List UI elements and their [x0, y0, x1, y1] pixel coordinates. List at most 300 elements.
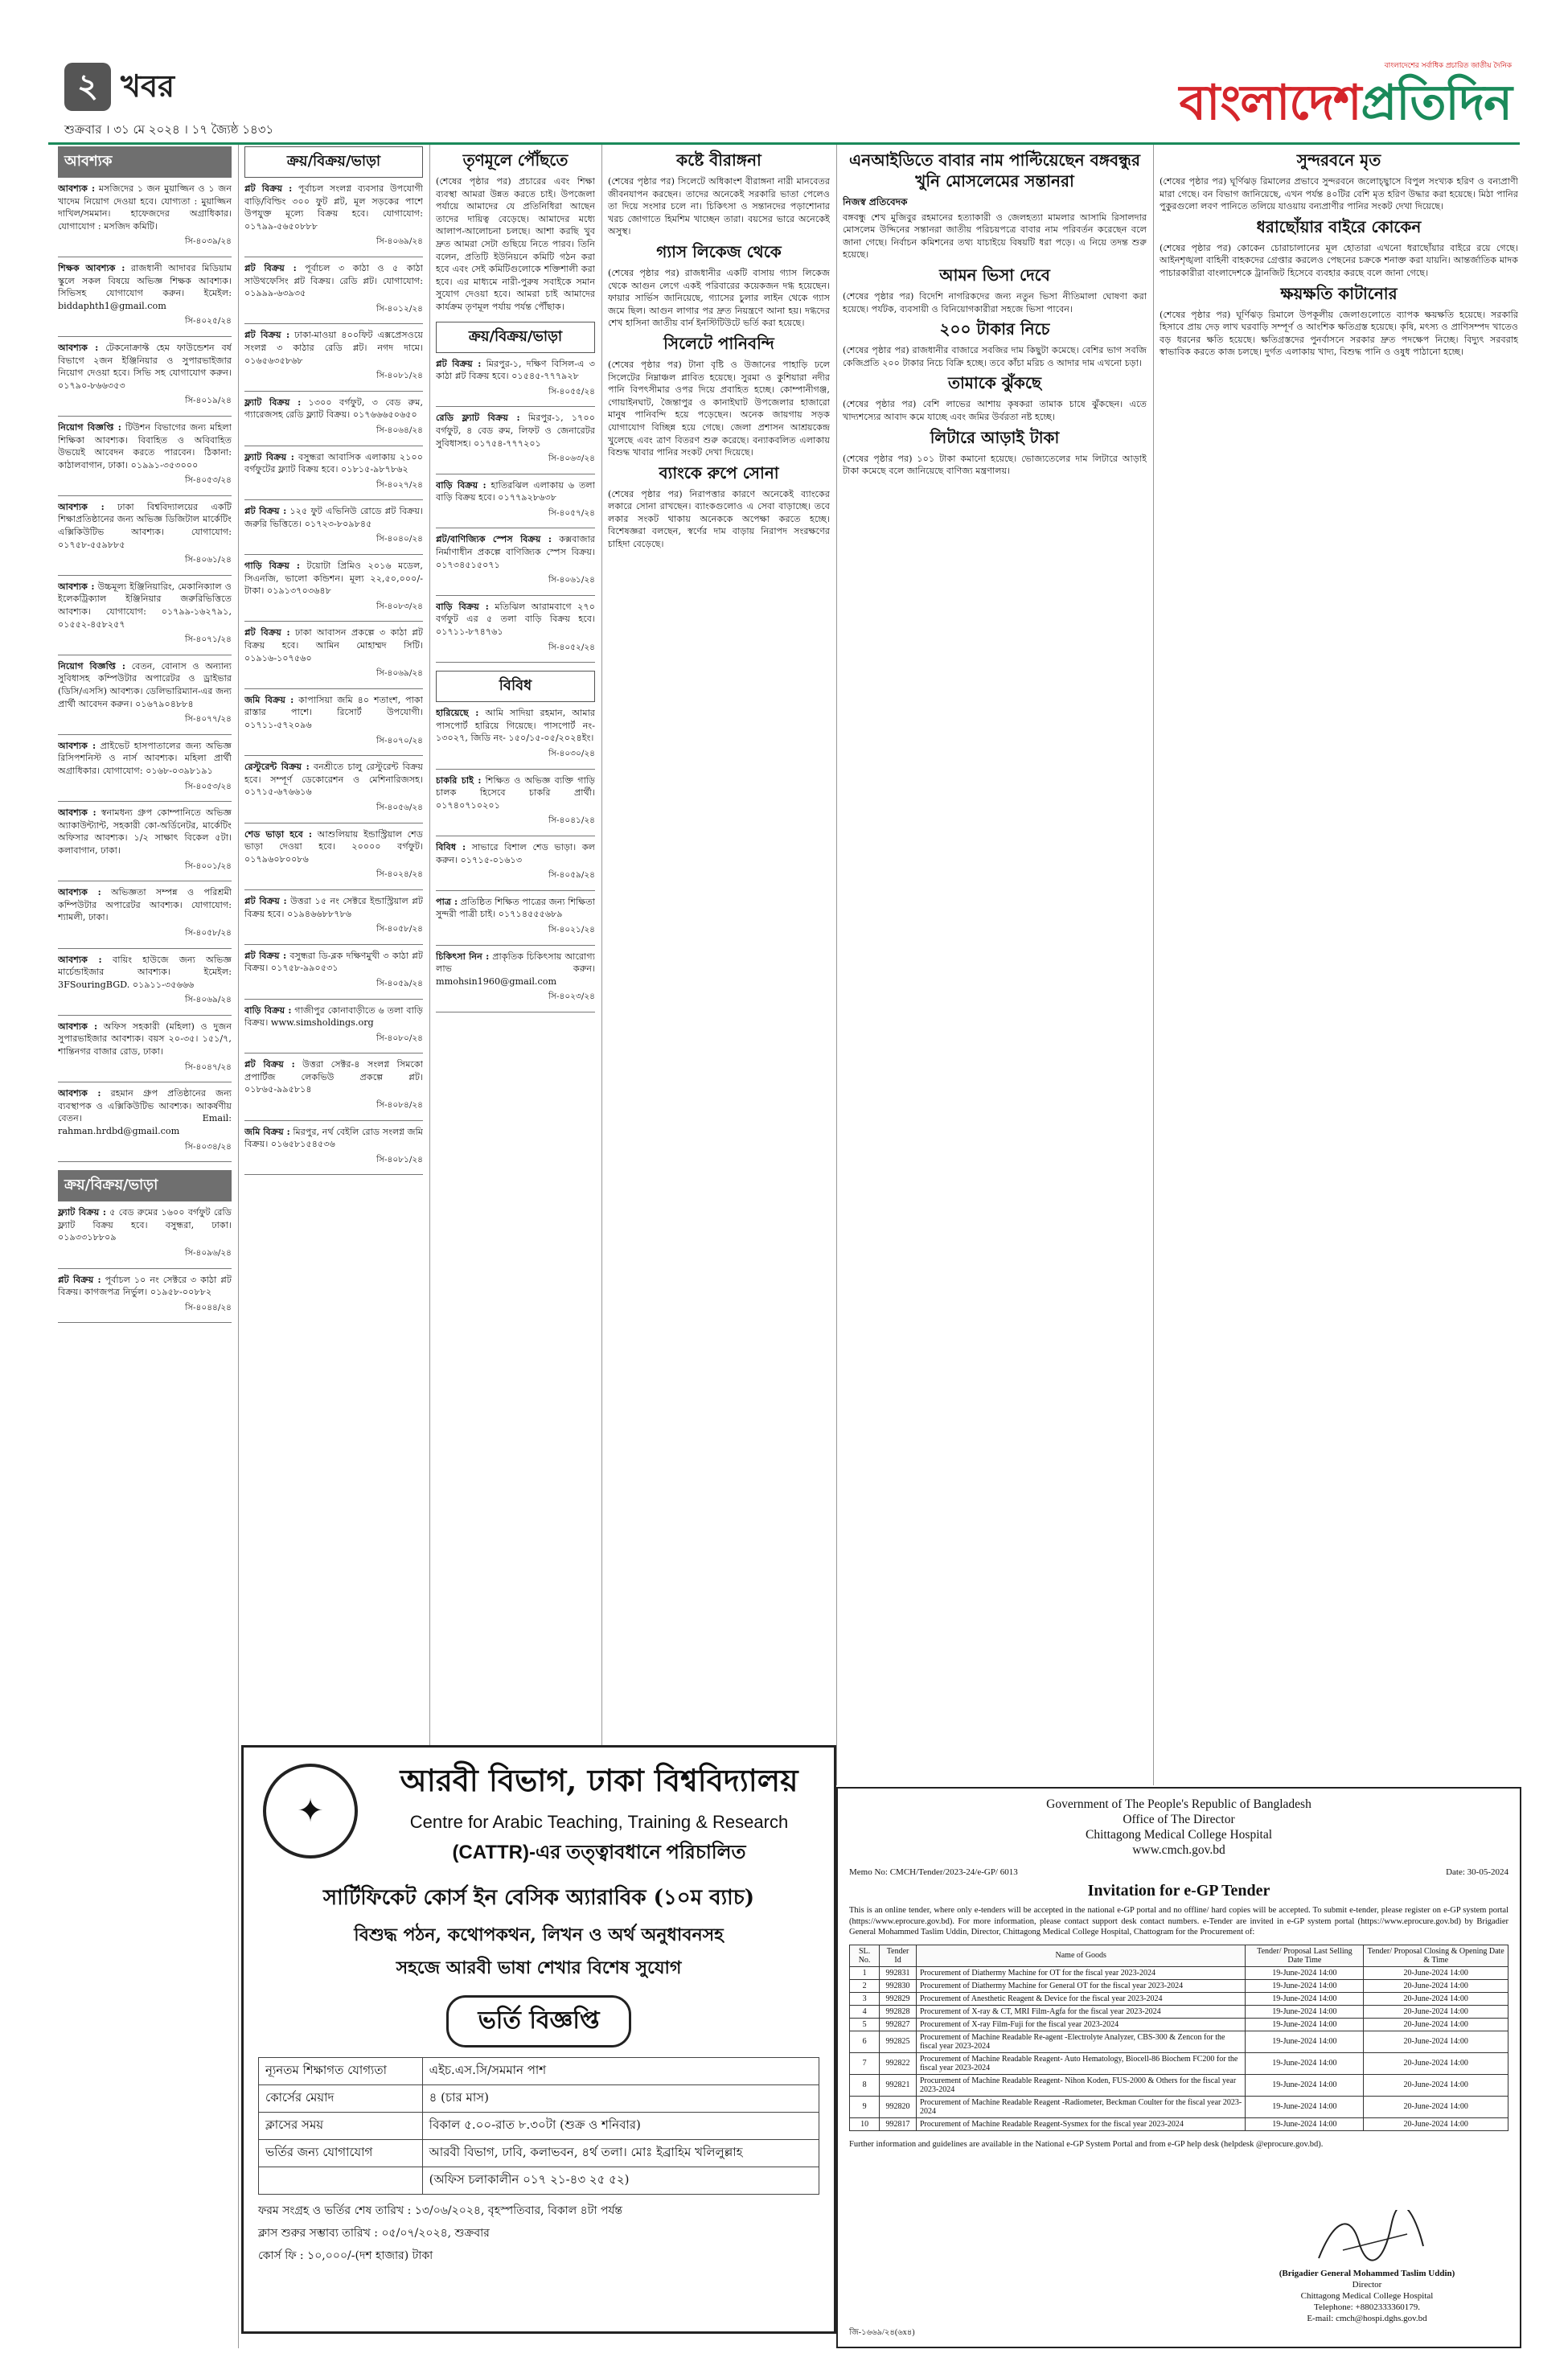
ad-body: পূর্বাচল ১০ নং সেক্টরে ৩ কাঠা প্লট বিক্রয়। কাগজপত্র নির্ভুল। ০১৯৫৮-০০৮৮২ — [58, 1274, 232, 1298]
ad-code: সি-৪০১২/২৪ — [376, 303, 423, 314]
news-column-3 — [436, 146, 595, 1743]
ad-text — [58, 1087, 232, 1137]
ad-code: সি-৪০২১/২৪ — [548, 924, 595, 934]
table-cell: 19-June-2024 14:00 — [1246, 2005, 1364, 2018]
ad-body: মসজিদের ১ জন মুয়াজ্জিন ও ১ জন খাদেম নিয়োগ দেওয়া হবে। যোগ্যতা : মুয়াজ্জিন দাখিল/সমমান। হাফেজদের অগ্রাধিকার। যোগাযোগ : মসজিদ কমিটি। — [58, 183, 232, 232]
info-row — [259, 2058, 819, 2085]
ad-text — [244, 828, 423, 866]
ad-body: ঢাকা-মাওয়া ৪০০ফিট এক্সপ্রেসওয়ে সংলগ্ন ৩ কাঠার রেডি প্লট। নগদ দামে। ০১৬৫৬৩৫৮৬৮ — [244, 330, 423, 366]
table-row — [850, 2018, 1508, 2031]
info-label — [259, 2167, 423, 2195]
classified-ad[interactable] — [58, 342, 232, 417]
article-body: বঙ্গবন্ধু শেখ মুজিবুর রহমানের হত্যাকারী ও জেলহত্যা মামলার আসামি রিসালদার মোসলেম উদ্দিনের সন্তানরা জাতীয় পরিচয়পত্রে বাবার নাম পরিবর্তন করেছেন বলে জানা গেছে। নির্বাচন কমিশনের তথ্য যাচাইয়ে বিষয়টি ধরা পড়ে। এ নিয়ে তদন্ত শুরু হয়েছে। — [843, 212, 1147, 261]
ad-text — [58, 740, 232, 778]
info-row — [259, 2113, 819, 2140]
ad-lead: আবশ্যক : — [58, 1020, 98, 1032]
info-row — [259, 2167, 819, 2195]
ad-text — [244, 505, 423, 530]
table-cell: 20-June-2024 14:00 — [1364, 2052, 1508, 2074]
university-seal-icon: ✦ — [263, 1764, 358, 1859]
article-body: (শেষের পৃষ্ঠার পর) সিলেটে অধিকাংশ বীরাঙ্গনা নারী মানবেতর জীবনযাপন করছেন। তাদের অনেকেই সরকারি ভাতা পেলেও তা দিয়ে সংসার চলে না। চিকিৎসা ও সন্তানদের পড়াশোনার খরচ জোগাতে হিমশিম খাচ্ছেন তারা। বয়সের ভারে অনেকেই অসুস্থ। — [608, 176, 830, 237]
ad-code: সি-৪০৩০/২৪ — [548, 749, 595, 758]
table-cell: 20-June-2024 14:00 — [1364, 2096, 1508, 2117]
ad-body: গাজীপুর কোনাবাড়ীতে ৬ তলা বাড়ি বিক্রয়। www.simsholdings.org — [244, 1004, 423, 1029]
ad-text — [58, 1274, 232, 1299]
ad-code: সি-৪০৫৭/২৪ — [548, 507, 595, 518]
ad-text — [244, 560, 423, 598]
article-headline[interactable]: তামাকে ঝুঁকছে — [948, 373, 1041, 393]
ad-code: সি-৪০৬৪/২৪ — [376, 425, 423, 435]
ad-lead: বাড়ি বিক্রয় : — [436, 600, 489, 612]
classified-ad[interactable] — [58, 886, 232, 948]
date-label: ফরম সংগ্রহ ও ভর্তির শেষ তারিখ — [258, 2204, 404, 2217]
ad-lead: রেস্টুরেন্ট বিক্রয় : — [244, 761, 310, 773]
article-headline[interactable]: তৃণমূলে পৌঁছতে — [462, 150, 569, 170]
table-cell: Procurement of X-ray Film-Fuji for the fiscal year 2023-2024 — [916, 2018, 1246, 2031]
ad-text — [244, 329, 423, 367]
date-value: ১৩/০৬/২০২৪, বৃহস্পতিবার, বিকাল ৪টা পর্যন্ত — [414, 2204, 623, 2217]
classified-ad[interactable] — [244, 1058, 423, 1120]
ad-text — [58, 581, 232, 630]
ad-code: সি-৪০৩৯/২৪ — [185, 236, 232, 247]
ad-text — [58, 183, 232, 232]
article-headline[interactable]: আমন ভিসা দেবে — [939, 265, 1050, 285]
ad-body: রহমান গ্রুপ প্রতিষ্ঠানের জন্য ব্যবস্থাপক ও এক্সিকিউটিভ আবশ্যক। আকর্ষণীয় বেতন। Email: rahman.hrdbd@gmail.com — [58, 1088, 232, 1137]
ad-lead: প্লট বিক্রয় : — [244, 949, 287, 961]
ad-body: টেকনোক্রাফ্ট হেম ফাউন্ডেশন বর্ষ বিভাগে ২জন ইঞ্জিনিয়ার ও সুপারভাইজার নিয়োগ দেওয়া হবে। সিভি সহ যোগাযোগ করুন। ০১৭৯০-৮৬৬৩৫৩ — [58, 342, 232, 391]
table-cell: 19-June-2024 14:00 — [1246, 1992, 1364, 2005]
ad-body: ৫ বেড রুমের ১৬০০ বর্গফুট রেডি ফ্ল্যাট বিক্রয় হবে। বসুন্ধরা, ঢাকা। ০১৯৩৩১৮৮০৯ — [58, 1207, 232, 1243]
ad-text — [244, 1058, 423, 1096]
signatory-email[interactable]: E-mail: cmch@hospi.dghs.gov.bd — [1307, 2314, 1427, 2323]
ad-body: টয়োটা প্রিমিও ২০১৬ মডেল, সিএনজি, ভালো কন্ডিশন। মূল্য ২২,৫০,০০০/- টাকা। ০১৯১৩৭০৩৬৪৮ — [244, 561, 423, 597]
ad-subtitle: (CATTR)-এর তত্ত্বাবধানে পরিচালিত — [452, 1842, 746, 1863]
table-cell: Procurement of Machine Readable Re-agent -Electrolyte Analyzer, CBS-300 & Zencon for the fiscal year 2023-2024 — [916, 2031, 1246, 2052]
ad-text — [244, 761, 423, 799]
ad-lead: বিবিধ : — [436, 840, 466, 852]
signatory-org: Chittagong Medical College Hospital — [1300, 2291, 1434, 2301]
table-cell: 20-June-2024 14:00 — [1364, 2005, 1508, 2018]
info-label: ক্লাসের সময় — [259, 2113, 423, 2140]
ad-text — [436, 358, 595, 383]
category-header: বিবিধ — [436, 671, 595, 702]
table-cell: 7 — [850, 2052, 880, 2074]
ad-title: আরবী বিভাগ, ঢাকা বিশ্ববিদ্যালয় — [400, 1762, 798, 1798]
column-rule — [1153, 145, 1154, 1785]
table-cell: 10 — [850, 2117, 880, 2130]
ad-lead: শেড ভাড়া হবে : — [244, 828, 313, 840]
article-body: (শেষের পৃষ্ঠার পর) ঘূর্ণিঝড় রিমালের প্রভাবে সুন্দরবনে জলোচ্ছ্বাসে বিপুল সংখ্যক হরিণ ও বন্যপ্রাণী মারা গেছে। বন বিভাগ জানিয়েছে, এখন পর্যন্ত ৪০টির বেশি মৃত হরিণ উদ্ধার করা হয়েছে। মিঠা পানির পুকুরগুলো লবণ পানিতে তলিয়ে যাওয়ায় বন্যপ্রাণীর পানির সংকট দেখা দিয়েছে। — [1160, 176, 1518, 212]
table-row — [850, 2096, 1508, 2117]
ad-body: বায়িং হাউজে জন্য অভিজ্ঞ মার্চেন্ডাইজার আবশ্যক। ইমেইল: 3FSouringBGD. ০১৯১১-৩৫৬৬৬ — [58, 954, 232, 990]
news-column-6 — [1160, 146, 1518, 1779]
ad-text — [436, 601, 595, 639]
ad-code: সি-৪০৬৩/২৪ — [548, 454, 595, 464]
ad-tagline: সহজে আরবী ভাষা শেখার বিশেষ সুযোগ — [396, 1957, 682, 1978]
date-row: ফরম সংগ্রহ ও ভর্তির শেষ তারিখ : ১৩/০৬/২০২৪, বৃহস্পতিবার, বিকাল ৪টা পর্যন্ত — [258, 2204, 623, 2217]
ad-lead: আবশ্যক : — [58, 807, 96, 819]
ad-text — [58, 660, 232, 710]
ad-text — [58, 1206, 232, 1244]
ad-code: সি-৪০৮১/২৪ — [376, 371, 423, 381]
ad-body: মিরপুর, নর্থ বেইলি রোড সংলগ্ন জমি বিক্রয়। ০১৬৫৮১৫৪৫৩৬ — [244, 1126, 423, 1150]
column-header: Tender Id — [880, 1945, 917, 1966]
date-value: ১০,০০০/-(দশ হাজার) টাকা — [307, 2249, 433, 2262]
memo-line — [849, 1867, 1508, 1877]
logo-part-2: প্রতিদিন — [1361, 75, 1512, 131]
classified-ad[interactable] — [244, 329, 423, 391]
table-cell: 992825 — [880, 2031, 917, 2052]
ad-code: সি-৪০৫৮/২৪ — [376, 924, 423, 934]
ad-lead: আবশ্যক : — [58, 500, 105, 512]
classified-ad[interactable] — [244, 183, 423, 257]
classified-ad[interactable] — [58, 1021, 232, 1082]
ad-text — [244, 1126, 423, 1151]
classified-ad[interactable] — [58, 807, 232, 881]
ad-body: পূর্বাচল ৩ কাঠা ও ৫ কাঠা সাউথফেসিং প্লট বিক্রয়। রেডি প্লট। যোগাযোগ: ০১৯৯৯-৬৩৯৩৫ — [244, 262, 423, 299]
table-cell: 992821 — [880, 2074, 917, 2096]
classified-ad[interactable] — [58, 1274, 232, 1324]
ad-lead: গাড়ি বিক্রয় : — [244, 560, 300, 572]
ad-text — [436, 412, 595, 450]
ad-lead: চাকরি চাই : — [436, 774, 482, 786]
signatory-name: (Brigadier General Mohammed Taslim Uddin) — [1279, 2269, 1455, 2278]
table-cell: 19-June-2024 14:00 — [1246, 1979, 1364, 1992]
website-link[interactable]: www.cmch.gov.bd — [1132, 1843, 1225, 1857]
office-line: Office of The Director — [1123, 1813, 1235, 1826]
article-headline[interactable]: এনআইডিতে বাবার নাম পাল্টিয়েছেন বঙ্গবন্ধুর খুনি মোসলেমের সন্তানরা — [849, 150, 1140, 191]
ad-body: অফিস সহকারী (মহিলা) ও দুজন সুপারভাইজার আবশ্যক। বয়স ২০-৩৫। ১৫১/৭, শান্তিনগর বাজার রোড, ঢাকা। — [58, 1021, 232, 1058]
info-value: আরবী বিভাগ, ঢাবি, কলাভবন, ৪র্থ তলা। মোঃ ইব্রাহিম খলিলুল্লাহ — [422, 2140, 819, 2167]
table-row — [850, 2117, 1508, 2130]
ad-lead: আবশ্যক : — [58, 739, 96, 751]
ad-title-english: Centre for Arabic Teaching, Training & Research — [409, 1812, 789, 1832]
ad-lead: প্লট বিক্রয় : — [58, 1273, 101, 1285]
ad-lead: ফ্ল্যাট বিক্রয় : — [244, 396, 302, 408]
ad-lead: আবশ্যক : — [58, 341, 99, 353]
classified-list — [58, 183, 232, 1162]
table-cell: 992831 — [880, 1966, 917, 1979]
ad-body: আশুলিয়ায় ইন্ডাস্ট্রিয়াল শেড ভাড়া দেওয়া হবে। ২০০০০ বর্গফুট। ০১৭৯৬০৮০০৮৬ — [244, 828, 423, 865]
ad-code: সি-৪০৭০/২৪ — [376, 735, 423, 745]
article-body: (শেষের পৃষ্ঠার পর) প্রচারের এবং শিক্ষা ব্যবস্থা আমরা উন্নত করতে চাই। উপজেলা পর্যায়ে আমাদের যে প্রতিনিধিরা আছেন তাদের দায়িত্ব বেড়েছে। আমাদের মধ্যে আলাপ-আলোচনা চলছে। আশা করছি খুব দ্রুত আমরা সেটা গুছিয়ে নিতে পারব। তিনি বলেন, প্রতিটি ইউনিয়নে কমিটি গঠন করা হবে এবং সেই কমিটিগুলোকে শক্তিশালী করা হবে। এর মাধ্যমে নারী-পুরুষ সবাইকে সমান সুযোগ দেওয়া হবে। আমরা চাই আমাদের কার্যক্রম তৃণমূল পর্যায় পর্যন্ত পৌঁছাক। — [436, 176, 595, 312]
table-row — [850, 2052, 1508, 2074]
ad-body: উচ্চমূল্য ইঞ্জিনিয়ারিং, মেকানিক্যাল ও ইলেকট্রিক্যাল ইঞ্জিনিয়ার জরুরিভিত্তিতে আবশ্যক। যোগাযোগ: ০১৭৯৯-১৬২৭৯১, ০১৫৫২-৪৫৮২৫৭ — [58, 581, 232, 630]
ad-body: কাপাসিয়া জমি ৪০ শতাংশ, পাকা রাস্তার পাশে। রিসোর্ট উপযোগী। ০১৭১১-৫৭২০৯৬ — [244, 694, 423, 730]
ad-code: সি-৪০২৩/২৪ — [548, 992, 595, 1002]
article-headline[interactable]: সিলেটে পানিবন্দি — [663, 333, 774, 353]
table-cell: 20-June-2024 14:00 — [1364, 1979, 1508, 1992]
article-headline[interactable]: ব্যাংকে রুপে সোনা — [659, 462, 779, 483]
table-cell: Procurement of Anesthetic Reagent & Device for the fiscal year 2023-2024 — [916, 1992, 1246, 2005]
ad-lead: প্লট বিক্রয় : — [436, 357, 482, 369]
article-body: (শেষের পৃষ্ঠার পর) নিরাপত্তার কারণে অনেকেই ব্যাংকের লকারে সোনা রাখছেন। ব্যাংকগুলোও এ সেবা বাড়াচ্ছে। তবে লকার সংকট থাকায় অনেককে অপেক্ষা করতে হচ্ছে। বিশেষজ্ঞরা বলছেন, স্বর্ণের দাম বাড়ায় নিরাপদ সংরক্ষণের চাহিদা বেড়েছে। — [608, 488, 830, 550]
classified-ad[interactable] — [244, 626, 423, 688]
classified-ad[interactable] — [244, 761, 423, 823]
ad-code: সি-৪০৪৭/২৪ — [185, 1062, 232, 1072]
classified-list — [244, 183, 423, 1175]
ad-text — [244, 451, 423, 476]
article-body: (শেষের পৃষ্ঠার পর) বিদেশি নাগরিকদের জন্য নতুন ভিসা নীতিমালা ঘোষণা করা হয়েছে। পর্যটক, ব্যবসায়ী ও বিনিয়োগকারীরা সহজে ভিসা পাবেন। — [843, 290, 1147, 314]
ad-body: বনশ্রীতে চালু রেস্টুরেন্ট বিক্রয় হবে। সম্পূর্ণ ডেকোরেশন ও মেশিনারিজসহ। ০১৭১৫-৬৭৬৬১৬ — [244, 762, 423, 798]
article-headline[interactable]: সুন্দরবনে মৃত — [1296, 150, 1381, 170]
classified-ad[interactable] — [436, 774, 595, 836]
ad-code: সি-৪০২৭/২৪ — [376, 479, 423, 490]
classified-ad[interactable] — [244, 396, 423, 446]
article-headline[interactable]: লিটারে আড়াই টাকা — [930, 427, 1060, 447]
info-value: (অফিস চলাকালীন ০১৭ ২১-৪৩ ২৫ ৫২) — [422, 2167, 819, 2195]
classified-ad[interactable] — [436, 358, 595, 408]
org-line: Chittagong Medical College Hospital — [1085, 1828, 1273, 1842]
ad-lead: চিকিৎসা নিন : — [436, 950, 490, 962]
ad-body: পূর্বাচল সংলগ্ন ব্যবসার উপযোগী বাড়ি/বিল্ডিং ৩০০ ফুট প্লট, মূল সড়কের পাশে উপযুক্ত মূল্যে বিক্রয় হবে। যোগাযোগ: ০১৭৯৯-৫৬৫০৮৮৮ — [244, 183, 423, 232]
ad-body: অভিজ্ঞতা সম্পন্ন ও পরিশ্রমী কম্পিউটার অপারেটর আবশ্যক। যোগাযোগ: শ্যামলী, ঢাকা। — [58, 887, 232, 923]
ad-text — [436, 479, 595, 504]
ad-lead: প্লট বিক্রয় : — [244, 1058, 295, 1070]
admission-badge: ভর্তি বিজ্ঞপ্তি — [446, 1995, 631, 2047]
classified-ad[interactable] — [244, 828, 423, 890]
gov-line: Government of The People's Republic of Bangladesh — [1046, 1797, 1311, 1811]
ad-text — [58, 501, 232, 551]
ad-body: মিরপুর-১, দক্ষিণ বিসিল-এ ৩ কাঠা প্লট বিক্রয় হবে। ০১৫৪৫-৭৭৭৯২৮ — [436, 358, 595, 382]
ad-body: শিক্ষিত ও অভিজ্ঞ ব্যক্তি গাড়ি চালক হিসেবে চাকরি প্রার্থী। ০১৭৪০৭১০২০১ — [436, 774, 595, 811]
table-cell: 992829 — [880, 1992, 917, 2005]
ad-body: হাতিরঝিল এলাকায় ৬ তলা বাড়ি বিক্রয় হবে। ০১৭৭৯২৮৬৩৮ — [436, 479, 595, 503]
table-row — [850, 2074, 1508, 2096]
table-cell: 20-June-2024 14:00 — [1364, 1992, 1508, 2005]
info-value: বিকাল ৫.০০-রাত ৮.৩০টা (শুক্র ও শনিবার) — [422, 2113, 819, 2140]
table-cell: 6 — [850, 2031, 880, 2052]
classified-ad[interactable] — [436, 533, 595, 595]
info-label: কোর্সের মেয়াদ — [259, 2085, 423, 2113]
ad-body: আমি সাদিয়া রহমান, আমার পাসপোর্ট হারিয়ে গিয়েছে। পাসপোর্ট নং- ১৩০২৭, জিডি নং- ১৫০/১৫-০৫/২০২৪ইং। — [436, 708, 595, 744]
info-value: এইচ.এস.সি/সমমান পাশ — [422, 2058, 819, 2085]
ad-text — [436, 896, 595, 921]
ad-body: প্রাকৃতিক চিকিৎসায় আরোগ্য লাভ করুন। mmohsin1960@gmail.com — [436, 951, 595, 987]
ad-code: সি-৪০৫৮/২৪ — [185, 927, 232, 938]
classified-ad[interactable] — [58, 262, 232, 337]
ad-text — [244, 694, 423, 732]
ad-body: বসুন্ধরা আবাসিক এলাকায় ২১০০ বর্গফুটের ফ্ল্যাট বিক্রয় হবে। ০১৮১৫-৯৮৭৮৬২ — [244, 451, 423, 475]
tender-title: Invitation for e-GP Tender — [1087, 1882, 1270, 1900]
logo-part-1: বাংলাদেশ — [1179, 75, 1361, 131]
ad-code: সি-৪০৬১/২৪ — [548, 575, 595, 585]
classified-ad[interactable] — [244, 694, 423, 756]
column-header: Tender/ Proposal Last Selling Date Time — [1246, 1945, 1364, 1966]
article-headline[interactable]: ক্ষয়ক্ষতি কাটানোর — [1280, 283, 1398, 303]
ad-body: কক্সবাজার নির্মাণাধীন প্রকল্পে বাণিজ্যিক স্পেস বিক্রয়। ০১৭৩৪৫১৫০৭১ — [436, 534, 595, 570]
article-body: (শেষের পৃষ্ঠার পর) রাজধানীর একটি বাসায় গ্যাস লিকেজ থেকে আগুন লেগে একই পরিবারের কয়েকজন দগ্ধ হয়েছেন। ফায়ার সার্ভিস জানিয়েছে, গ্যাসের চুলার লাইন থেকে গ্যাস জমে ছিল। আগুন লাগার পর দ্রুত নিয়ন্ত্রণে আনা হয়। দগ্ধদের শেখ হাসিনা জাতীয় বার্ন ইনস্টিটিউটে ভর্তি করা হয়েছে। — [608, 267, 830, 329]
classified-ad[interactable] — [58, 1206, 232, 1268]
classified-ad[interactable] — [58, 954, 232, 1016]
ad-lead: জমি বিক্রয় : — [244, 1125, 290, 1137]
course-name: সার্টিফিকেট কোর্স ইন বেসিক অ্যারাবিক (১০ম ব্যাচ) — [322, 1886, 755, 1910]
ad-code: সি-৪০৩৪/২৪ — [185, 1141, 232, 1152]
classified-ad[interactable] — [244, 950, 423, 1000]
ad-body: ১২৫ ফুট এভিনিউ রোডে প্লট বিক্রয়। জরুরি ভিত্তিতে। ০১৭২৩-৮০৯৮৪৫ — [244, 506, 423, 529]
table-cell: Procurement of Diathermy Machine for General OT for the fiscal year 2023-2024 — [916, 1979, 1246, 1992]
ad-lead: প্লট বিক্রয় : — [244, 183, 293, 194]
ad-code: সি-৪০২৪/২৪ — [376, 869, 423, 880]
table-cell: 8 — [850, 2074, 880, 2096]
article-body: (শেষের পৃষ্ঠার পর) রাজধানীর বাজারে সবজির দাম কিছুটা কমেছে। বেশির ভাগ সবজি কেজিপ্রতি ২০০ টাকার নিচে বিক্রি হচ্ছে। তবে কাঁচা মরিচ ও আদার দাম এখনো চড়া। — [843, 345, 1147, 368]
classified-ad[interactable] — [58, 421, 232, 496]
ad-code: সি-৪০৬৯/২৪ — [376, 668, 423, 679]
table-cell: Procurement of Diathermy Machine for OT for the fiscal year 2023-2024 — [916, 1966, 1246, 1979]
ad-body: স্বনামধন্য গ্রুপ কোম্পানিতে অভিজ্ঞ অ্যাকাউন্ট্যান্ট, সহকারী কো-অর্ডিনেটর, মার্কেটিং অফিসার আবশ্যক। ১/২ সাক্ষাৎ বিকেল ৫টা। কলাবাগান, ঢাকা। — [58, 807, 232, 856]
ad-lead: প্লট বিক্রয় : — [244, 894, 287, 906]
classified-ad[interactable] — [58, 501, 232, 576]
article-headline[interactable]: ২০০ টাকার নিচে — [939, 319, 1050, 339]
classified-ad[interactable] — [244, 262, 423, 324]
classified-column-1 — [58, 146, 232, 2348]
ad-text — [436, 774, 595, 812]
ad-body: বেতন, বোনাস ও অন্যান্য সুবিধাসহ কম্পিউটার অপারেটর ও ড্রাইভার (ডিসি/এসসি) আবশ্যক। ডেলিভারিম্যান-এর জন্য প্রার্থী আবেদন করুন। ০১৬৭৯০৪৮৮৪ — [58, 660, 232, 709]
ad-lead: জমি বিক্রয় : — [244, 693, 294, 705]
classified-ad[interactable] — [436, 951, 595, 1012]
ad-code: সি-৪০৫২/২৪ — [548, 642, 595, 652]
classified-list — [436, 707, 595, 1012]
table-cell: Procurement of Machine Readable Reagent- Nihon Koden, FUS-2000 & Others for the fiscal year 2023-2024 — [916, 2074, 1246, 2096]
classified-ad[interactable] — [244, 451, 423, 501]
table-row — [850, 1966, 1508, 1979]
info-label: ভর্তির জন্য যোগাযোগ — [259, 2140, 423, 2167]
article-body: (শেষের পৃষ্ঠার পর) ঘূর্ণিঝড় রিমালে উপকূলীয় জেলাগুলোতে ব্যাপক ক্ষয়ক্ষতি হয়েছে। সরকারি হিসাবে প্রায় দেড় লাখ ঘরবাড়ি সম্পূর্ণ ও আংশিক ক্ষতিগ্রস্ত হয়েছে। কৃষি, মৎস্য ও প্রাণিসম্পদ খাতেও বড় ধরনের ক্ষতি হয়েছে। ক্ষতিগ্রস্তদের পুনর্বাসনে সরকার দ্রুত পদক্ষেপ নিচ্ছে। বিদ্যুৎ সরবরাহ স্বাভাবিক করতে কাজ চলছে। দুর্গত এলাকায় খাদ্য, বিশুদ্ধ পানি ও ওষুধ পাঠানো হচ্ছে। — [1160, 309, 1518, 358]
signatory-title: Director — [1352, 2280, 1382, 2290]
table-cell: 19-June-2024 14:00 — [1246, 2031, 1364, 2052]
column-header: SL. No. — [850, 1945, 880, 1966]
newspaper-logo[interactable] — [1180, 66, 1512, 146]
date-row: কোর্স ফি : ১০,০০০/-(দশ হাজার) টাকা — [258, 2249, 433, 2262]
ad-lead: আবশ্যক : — [58, 183, 96, 194]
ad-lead: আবশ্যক : — [58, 580, 95, 592]
ad-code: সি-৪০৮৪/২৪ — [376, 1100, 423, 1111]
classified-ad[interactable] — [244, 895, 423, 945]
classified-ad[interactable] — [58, 581, 232, 655]
classified-ad[interactable] — [244, 560, 423, 622]
classified-ad[interactable] — [436, 896, 595, 946]
ad-code: সি-৪০৬১/২৪ — [185, 555, 232, 565]
ad-lead: আবশ্যক : — [58, 1087, 101, 1099]
classified-ad[interactable] — [436, 601, 595, 663]
classified-ad[interactable] — [58, 183, 232, 257]
ad-body: টিউশন বিভাগের জন্য মহিলা শিক্ষিকা আবশ্যক। বিবাহিত ও অবিবাহিত উভয়েই আবেদন করতে পারবেন। ঠিকানা: কাঠালবাগান, ঢাকা। ০১৯৯১-৩৫৩০০০ — [58, 421, 232, 470]
classified-ad[interactable] — [436, 707, 595, 769]
ad-code: সি-৪০৪১/২৪ — [548, 815, 595, 826]
signatory-phone: Telephone: +8802333360179. — [1314, 2302, 1420, 2312]
tender-notice — [836, 1787, 1521, 2348]
ad-text — [244, 1004, 423, 1029]
ad-code: সি-৪০৭৭/২৪ — [185, 714, 232, 725]
date-label: ক্লাস শুরুর সম্ভাব্য তারিখ — [258, 2227, 371, 2240]
ad-body: উত্তরা সেক্টর-৪ সংলগ্ন সিমকো প্রপার্টিজ লেকভিউ প্রকল্পে প্লট। ০১৮৬৫-৯৯৫৮১৪ — [244, 1059, 423, 1095]
ad-text — [244, 396, 423, 421]
ad-lead: প্লট বিক্রয় : — [244, 329, 290, 341]
classified-ad[interactable] — [244, 505, 423, 555]
ad-text — [58, 886, 232, 924]
column-header: Tender/ Proposal Closing & Opening Date & Time — [1364, 1945, 1508, 1966]
info-row — [259, 2085, 819, 2113]
section-title: খবর — [121, 68, 175, 104]
tender-table — [849, 1945, 1508, 2131]
classified-ad[interactable] — [436, 412, 595, 474]
classified-list — [58, 1206, 232, 1323]
classified-ad[interactable] — [436, 841, 595, 891]
ad-lead: ফ্ল্যাট বিক্রয় : — [58, 1206, 106, 1218]
table-cell: 5 — [850, 2018, 880, 2031]
news-column-4 — [608, 146, 830, 1743]
classified-ad[interactable] — [244, 1004, 423, 1054]
article-headline[interactable]: ধরাছোঁয়ার বাইরে কোকেন — [1256, 216, 1422, 236]
date-row: ক্লাস শুরুর সম্ভাব্য তারিখ : ০৫/০৭/২০২৪, শুক্রবার — [258, 2227, 490, 2240]
article-byline: নিজস্ব প্রতিবেদক — [843, 196, 908, 207]
classified-ad[interactable] — [244, 1126, 423, 1176]
signature-image — [1246, 2210, 1488, 2268]
table-cell: 1 — [850, 1966, 880, 1979]
classified-ad[interactable] — [436, 479, 595, 529]
ad-lead: পাত্র : — [436, 895, 458, 907]
table-cell: 20-June-2024 14:00 — [1364, 2117, 1508, 2130]
table-cell: 2 — [850, 1979, 880, 1992]
ad-text — [58, 1021, 232, 1058]
ad-body: মতিঝিল আরামবাগে ২৭০ বর্গফুট এর ৫ তলা বাড়ি বিক্রয় হবে। ০১৭১১-৮৭৪৭৬১ — [436, 601, 595, 638]
classified-ad[interactable] — [58, 1087, 232, 1162]
ad-lead: নিয়োগ বিজ্ঞপ্তি : — [58, 421, 121, 433]
ad-code: সি-৪০৪০/২৪ — [376, 534, 423, 544]
table-cell: Procurement of Machine Readable Reagent- Auto Hematology, Biocell-86 Biochem FC200 for the fiscal year 2023-2024 — [916, 2052, 1246, 2074]
ad-text — [58, 262, 232, 312]
column-header: Name of Goods — [916, 1945, 1246, 1966]
ad-text — [58, 954, 232, 992]
ad-lead: প্লট বিক্রয় : — [244, 626, 290, 639]
article-body: (শেষের পৃষ্ঠার পর) ১০১ টাকা কমানো হয়েছে। ভোজ্যতেলের দাম লিটারে আড়াই টাকা কমেছে বলে জানিয়েছে বাণিজ্য মন্ত্রণালয়। — [843, 453, 1147, 477]
table-cell: Procurement of Machine Readable Reagent -Radiometer, Beckman Coulter for the fiscal year 2023-2024 — [916, 2096, 1246, 2117]
table-cell: 19-June-2024 14:00 — [1246, 2074, 1364, 2096]
table-cell: 19-June-2024 14:00 — [1246, 2052, 1364, 2074]
tender-intro: This is an online tender, where only e-tenders will be accepted in the national e-GP portal and no offline/ hard copies will be accepted. To submit e-tender, please register on e-GP system portal (https://www.eprocure.gov.bd). For more information, please contact support desk contact numbers. e-Tender are invited in e-GP system portal (https://www.eprocure.gov.bd) by Brigadier General Mohammed Taslim Uddin, Director, Chittagong Medical College Hospital, Chattogram for the Procurement of: — [849, 1906, 1508, 1937]
category-header: ক্রয়/বিক্রয়/ভাড়া — [244, 146, 423, 178]
date-label: কোর্স ফি — [258, 2249, 297, 2262]
article-body: (শেষের পৃষ্ঠার পর) টানা বৃষ্টি ও উজানের পাহাড়ি ঢলে সিলেটের নিম্নাঞ্চল প্লাবিত হয়েছে। সুরমা ও কুশিয়ারা নদীর পানি বিপৎসীমার ওপর দিয়ে প্রবাহিত হচ্ছে। কোম্পানীগঞ্জ, গোয়াইনঘাট, জৈন্তাপুর ও কানাইঘাট উপজেলার হাজারো মানুষ পানিবন্দি হয়ে পড়েছেন। অনেক জায়গায় সড়ক যোগাযোগ বিচ্ছিন্ন হয়ে গেছে। জেলা প্রশাসন আশ্রয়কেন্দ্র খুলেছে এবং ত্রাণ বিতরণ শুরু করেছে। বন্যাকবলিত এলাকায় বিশুদ্ধ খাবার পানির সংকট দেখা দিয়েছে। — [608, 359, 830, 458]
table-cell: 20-June-2024 14:00 — [1364, 2074, 1508, 2096]
ad-lead: আবশ্যক : — [58, 886, 101, 898]
tender-further-info: Further information and guidelines are available in the National e-GP System Portal and from e-GP help desk (helpdesk @eprocure.gov.bd). — [849, 2139, 1324, 2149]
ad-text — [244, 183, 423, 232]
table-row — [850, 1979, 1508, 1992]
category-header: ক্রয়/বিক্রয়/ভাড়া — [58, 1170, 232, 1201]
article-headline[interactable]: কষ্টে বীরাঙ্গনা — [676, 150, 761, 170]
article-headline[interactable]: গ্যাস লিকেজ থেকে — [656, 241, 782, 261]
ad-code: সি-৪০৫৯/২৪ — [548, 870, 595, 881]
admission-info-table — [258, 2057, 819, 2195]
table-cell: 19-June-2024 14:00 — [1246, 2096, 1364, 2117]
table-cell: 992820 — [880, 2096, 917, 2117]
ad-lead: হারিয়েছে : — [436, 707, 479, 719]
classified-column-2 — [244, 146, 423, 1743]
classified-ad[interactable] — [58, 660, 232, 735]
ad-code: সি-৪০৪৪/২৪ — [185, 1302, 232, 1312]
info-row — [259, 2140, 819, 2167]
ad-body: রাজধানী আদাবর মিডিয়াম স্কুলে সকল বিষয়ে অভিজ্ঞ শিক্ষক আবশ্যক। সিভিসহ যোগাযোগ করুন। ইমেইল: biddaphth1@gmail.com — [58, 262, 232, 311]
ad-code: জি-১৬৬৯/২৪(৬x৪) — [849, 2328, 915, 2337]
ad-text — [244, 895, 423, 920]
ad-lead: আবশ্যক : — [58, 953, 102, 965]
ad-text — [58, 807, 232, 856]
cattr-admission-ad — [241, 1745, 836, 2334]
classified-ad[interactable] — [58, 740, 232, 802]
ad-code: সি-৪০৬৯/২৪ — [376, 236, 423, 247]
table-row — [850, 2005, 1508, 2018]
